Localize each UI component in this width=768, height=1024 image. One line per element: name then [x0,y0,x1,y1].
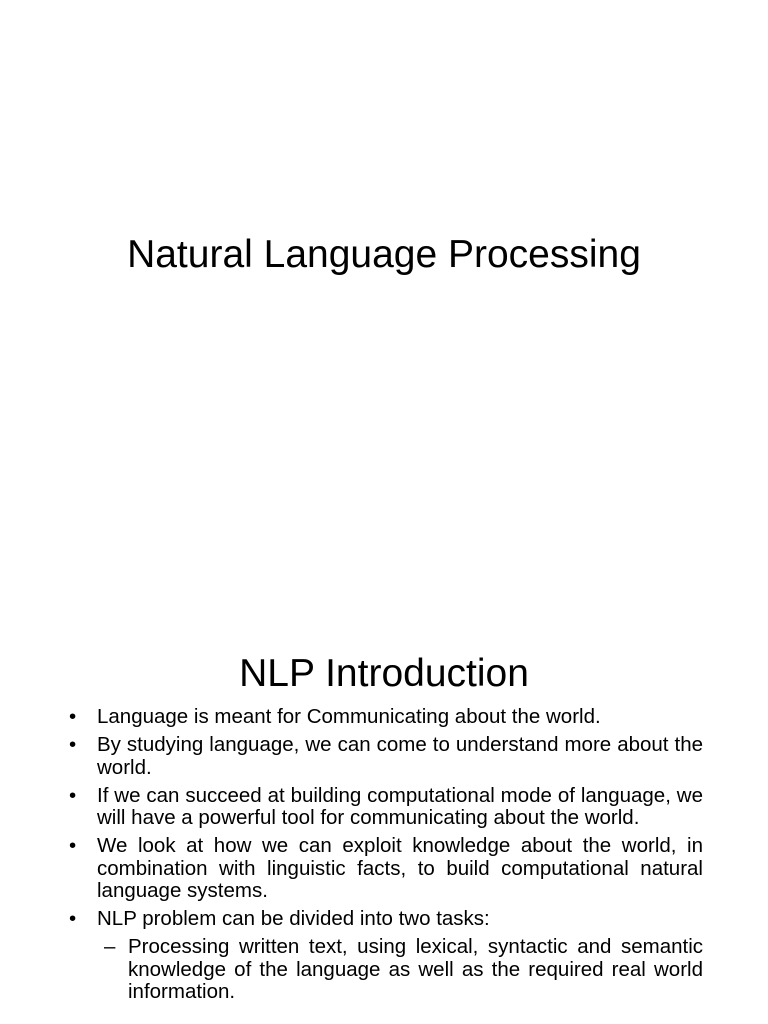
bullet-marker: • [69,907,77,930]
slide-nlp-introduction [0,576,768,1024]
bullet-text: We look at how we can exploit knowledge about the world, in combination with linguistic facts, to build computational natural language systems. [97,834,703,902]
sub-bullet-item [0,936,703,1004]
bullet-text: By studying language, we can come to understand more about the world. [97,733,703,779]
bullet-text: Language is meant for Communicating about the world. [97,705,601,728]
bullet-list [0,706,768,1009]
bullet-item [0,734,703,779]
bullet-item [0,908,703,931]
bullet-item [0,706,703,729]
bullet-marker: • [69,783,77,807]
bullet-marker: • [69,733,77,756]
bullet-text: If we can succeed at building computational mode of language, we will have a powerful tool for communicating about the world. [97,783,703,829]
bullet-marker: • [69,834,77,857]
sub-bullet-text: Processing written text, using lexical, syntactic and semantic knowledge of the language as well as the required real world information. [128,935,703,1003]
bullet-item [0,835,703,903]
presentation-title: Natural Language Processing [127,233,641,276]
bullet-marker: • [69,705,77,728]
sub-bullet-marker: – [104,935,116,958]
bullet-item [0,785,703,830]
slide-heading: NLP Introduction [239,652,529,695]
bullet-text: NLP problem can be divided into two tasks: [97,907,490,930]
